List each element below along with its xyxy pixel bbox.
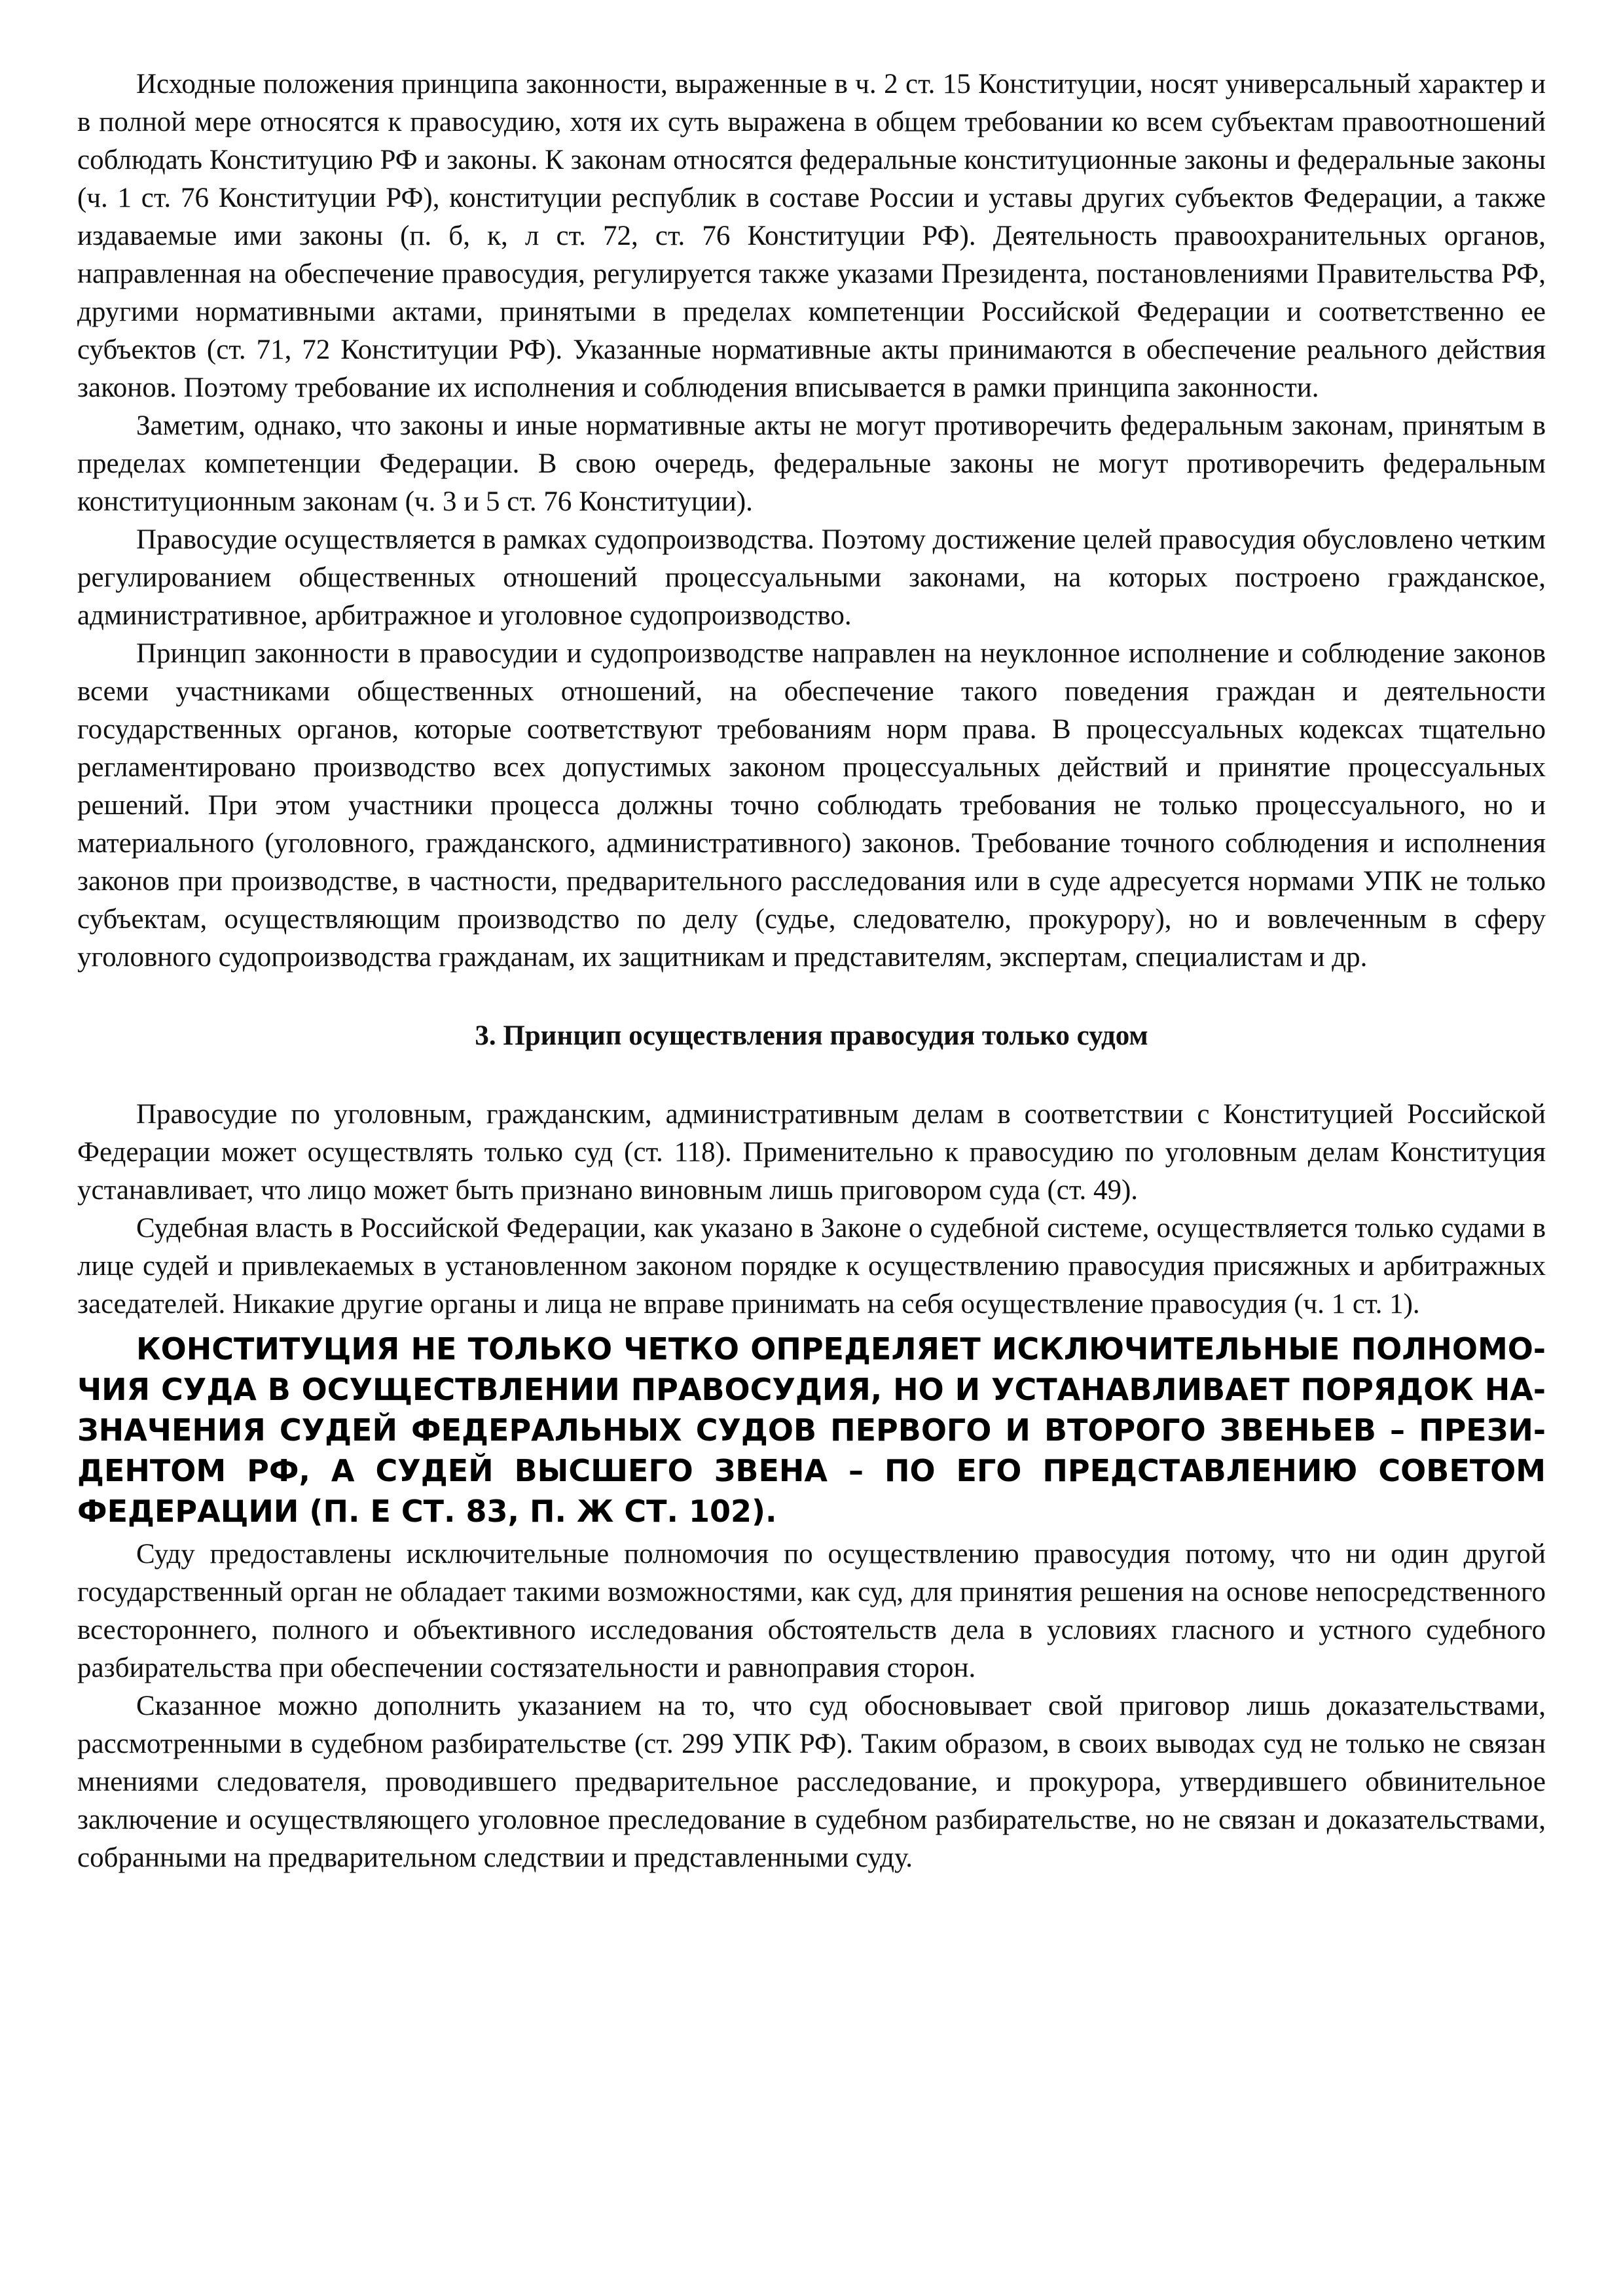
paragraph-justice-by-court: Правосудие по уголовным, гражданским, административным делам в соответствии с Конституцией Российской Федерации может осуществлять только суд (ст. 118). Применительно к правосудию по уголовным делам Конституция устанавливает, что лицо может быть признано виновным лишь приговором суда (ст. 49). [77, 1099, 1546, 1206]
paragraph-procedural-laws: Правосудие осуществляется в рамках судопроизводства. Поэтому достижение целей правосудия обусловлено четким регулированием общественных отношений процессуальными законами, на которых построено гражданское, административное, арбитражное и уголовное судопроизводство. [77, 524, 1546, 631]
paragraph-verdict-evidence: Сказанное можно дополнить указанием на то, что суд обосновывает свой приговор лишь доказательствами, рассмотренными в судебном разбирательстве (ст. 299 УПК РФ). Таким образом, в своих выводах суд не только не связан мнениями следователя, проводившего предварительное расследование, и прокурора, утвердившего обвинительное заключение и осуществляющего уголовное преследование в судебном разбирательстве, но не связан и доказательствами, собранными на предварительном следствии и представленными суду. [77, 1691, 1546, 1873]
section-heading: 3. Принцип осуществления правосудия только судом [475, 1020, 1148, 1051]
paragraph-constitution-emphasis: КОНСТИТУЦИЯ НЕ ТОЛЬКО ЧЕТКО ОПРЕДЕЛЯЕТ ИСКЛЮЧИТЕЛЬНЫЕ ПОЛНОМОЧИЯ СУДА В ОСУЩЕСТВЛЕНИИ ПРАВОСУДИЯ, НО И УСТАНАВЛИВАЕТ ПОРЯДОК НАЗНАЧЕНИЯ СУДЕЙ ФЕДЕРАЛЬНЫХ СУДОВ ПЕРВОГО И ВТОРОГО ЗВЕНЬЕВ – ПРЕЗИДЕНТОМ РФ, А СУДЕЙ ВЫСШЕГО ЗВЕНА – ПО ЕГО ПРЕДСТАВЛЕНИЮ СОВЕТОМ ФЕДЕРАЦИИ (П. Е СТ. 83, П. Ж СТ. 102). [77, 1331, 1546, 1529]
paragraph-judicial-power: Судебная власть в Российской Федерации, как указано в Законе о судебной системе, осуществляется только судами в лице судей и привлекаемых в установленном законом порядке к осуществлению правосудия присяжных и арбитражных заседателей. Никакие другие органы и лица не вправе принимать на себя осуществление правосудия (ч. 1 ст. 1). [77, 1213, 1546, 1319]
paragraph-exclusive-powers: Суду предоставлены исключительные полномочия по осуществлению правосудия потому, что ни один другой государственный орган не обладает такими возможностями, как суд, для принятия решения на основе непосредственного всестороннего, полного и объективного исследования обстоятельств дела в условиях гласного и устного судебного разбирательства при обеспечении состязательности и равноправия сторон. [77, 1539, 1546, 1683]
paragraph-federal-laws-hierarchy: Заметим, однако, что законы и иные нормативные акты не могут противоречить федеральным законам, принятым в пределах компетенции Федерации. В свою очередь, федеральные законы не могут противоречить федеральным конституционным законам (ч. 3 и 5 ст. 76 Конституции). [77, 410, 1546, 517]
paragraph-legality-sources: Исходные положения принципа законности, выраженные в ч. 2 ст. 15 Конституции, носят универсальный характер и в полной мере относятся к правосудию, хотя их суть выражена в общем требовании ко всем субъектам правоотношений соблюдать Конституцию РФ и законы. К законам относятся федеральные конституционные законы и федеральные законы (ч. 1 ст. 76 Конституции РФ), конституции республик в составе России и уставы других субъектов Федерации, а также издаваемые ими законы (п. б, к, л ст. 72, ст. 76 Конституции РФ). Деятельность правоохранительных органов, направленная на обеспечение правосудия, регулируется также указами Президента, постановлениями Правительства РФ, другими нормативными актами, принятыми в пределах компетенции Российской Федерации и соответственно ее субъектов (ст. 71, 72 Конституции РФ). Указанные нормативные акты принимаются в обеспечение реального действия законов. Поэтому требование их исполнения и соблюдения вписывается в рамки принципа законности. [77, 69, 1546, 403]
document-page [77, 65, 1546, 2225]
paragraph-legality-in-justice: Принцип законности в правосудии и судопроизводстве направлен на неуклонное исполнение и соблюдение законов всеми участниками общественных отношений, на обеспечение такого поведения граждан и деятельности государственных органов, которые соответствуют требованиям норм права. В процессуальных кодексах тщательно регламентировано производство всех допустимых законом процессуальных действий и принятие процессуальных решений. При этом участники процесса должны точно соблюдать требования не только процессуального, но и материального (уголовного, гражданского, административного) законов. Требование точного соблюдения и исполнения законов при производстве, в частности, предварительного расследования или в суде адресуется нормами УПК не только субъектам, осуществляющим производство по делу (судье, следователю, прокурору), но и вовлеченным в сферу уголовного судопроизводства гражданам, их защитникам и представителям, экспертам, специалистам и др. [77, 638, 1546, 973]
